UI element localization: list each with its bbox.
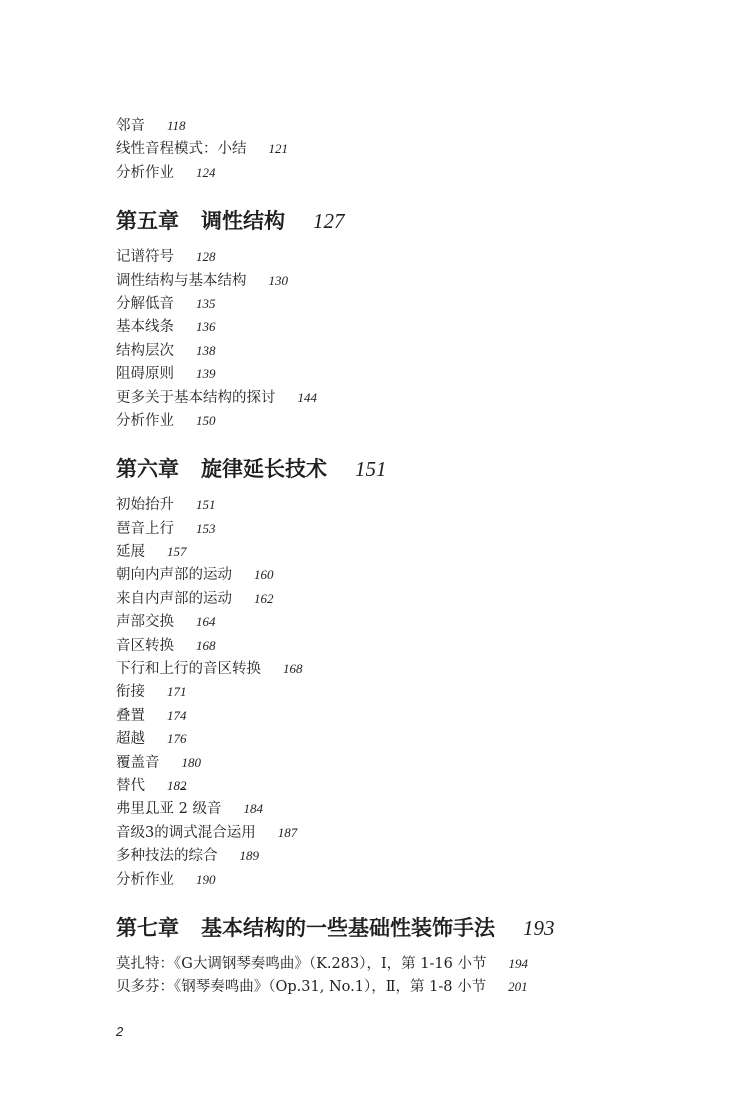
entry-title: 音区转换 (116, 637, 174, 654)
entry-title: 声部交换 (116, 614, 174, 631)
toc-entry (116, 137, 716, 160)
toc-entry (116, 339, 716, 362)
toc-entry (116, 774, 716, 797)
entry-page: 189 (239, 848, 259, 864)
entry-page: 180 (181, 754, 201, 770)
toc-entry (116, 269, 716, 292)
entry-title-prefix: 弗里几亚 (116, 801, 179, 818)
toc-entry (116, 680, 716, 703)
entry-title: 衔接 (116, 684, 145, 701)
toc-entry (116, 517, 716, 540)
scale-degree: ^ 3 (145, 822, 154, 845)
entry-title: 阻碍原则 (116, 366, 174, 383)
entry-page: 151 (196, 497, 216, 513)
entry-title: 基本线条 (116, 319, 174, 336)
toc-entry (116, 386, 716, 409)
entry-page: 168 (283, 661, 303, 677)
entry-page: 138 (196, 342, 216, 358)
entry-title-prefix: 音级 (116, 824, 145, 841)
entry-page: 135 (196, 295, 216, 311)
entry-page: 168 (196, 637, 216, 653)
chapter-heading (116, 911, 716, 945)
entry-page: 130 (268, 272, 288, 288)
entry-title: 覆盖音 (116, 754, 160, 771)
toc-entry (116, 540, 716, 563)
entry-title: 分析作业 (116, 871, 174, 888)
toc-entry (116, 727, 716, 750)
entry-page: 201 (508, 979, 528, 995)
table-of-contents (116, 112, 716, 999)
entry-title: 更多关于基本结构的探讨 (116, 389, 276, 406)
entry-title: 叠置 (116, 707, 145, 724)
toc-entry (116, 952, 716, 975)
entry-title: 调性结构与基本结构 (116, 272, 247, 289)
entry-title: 下行和上行的音区转换 (116, 661, 261, 678)
entry-page: 164 (196, 614, 216, 630)
entry-title: 初始抬升 (116, 497, 174, 514)
chapter-page: 193 (523, 915, 555, 940)
entry-page: 128 (196, 249, 216, 265)
toc-entry (116, 868, 716, 891)
entry-page: 121 (268, 141, 288, 157)
toc-entry (116, 493, 716, 516)
entry-page: 187 (277, 824, 298, 840)
chapter-page: 151 (355, 457, 387, 482)
entry-page: 150 (196, 412, 216, 428)
toc-entry (116, 114, 716, 137)
toc-entry (116, 634, 716, 657)
entry-page: 124 (196, 164, 216, 180)
entry-title: 琶音上行 (116, 520, 174, 537)
entry-title: 贝多芬：《钢琴奏鸣曲》（Op.31, No.1），Ⅱ，第 1-8 小节 (116, 979, 487, 996)
toc-entry (116, 844, 716, 867)
toc-entry (116, 161, 716, 184)
toc-entry (116, 657, 716, 680)
toc-entry (116, 821, 716, 844)
entry-page: 162 (254, 590, 274, 606)
entry-page: 176 (167, 731, 187, 747)
entry-page: 118 (167, 118, 186, 133)
entry-title: 替代 (116, 777, 145, 794)
entry-title: 来自内声部的运动 (116, 590, 232, 607)
entry-title: 记谱符号 (116, 249, 174, 266)
entry-title-suffix: 的调式混合运用 (154, 824, 256, 841)
chapter-number: 第七章 (116, 914, 179, 940)
entry-title: 邻音 (116, 118, 145, 134)
entry-page: 139 (196, 366, 216, 382)
entry-title: 莫扎特：《G大调钢琴奏鸣曲》（K.283），Ⅰ，第 1-16 小节 (116, 955, 487, 972)
entry-page: 190 (196, 871, 216, 887)
chapter-title: 基本结构的一些基础性装饰手法 (201, 914, 495, 940)
entry-title: 线性音程模式：小结 (116, 141, 247, 158)
entry-page: 194 (508, 955, 528, 971)
entry-title: 延展 (116, 544, 145, 561)
entry-page: 153 (196, 520, 216, 536)
entry-title: 分析作业 (116, 412, 174, 429)
entry-title: 分析作业 (116, 164, 174, 181)
entry-title-suffix: 级音 (187, 801, 222, 818)
entry-page: 144 (297, 389, 317, 405)
toc-entry (116, 362, 716, 385)
scale-degree: ^ 2 (179, 798, 188, 821)
toc-entry (116, 610, 716, 633)
entry-page: 174 (167, 707, 187, 723)
chapter-number: 第六章 (116, 456, 179, 482)
entry-title: 结构层次 (116, 342, 174, 359)
chapter-heading (116, 452, 716, 486)
entry-page: 171 (167, 684, 187, 700)
entry-page: 184 (243, 801, 263, 817)
entry-page: 160 (254, 567, 274, 583)
entry-title: 分解低音 (116, 295, 174, 312)
entry-title: 多种技法的综合 (116, 848, 218, 865)
entry-title: 超越 (116, 731, 145, 748)
page-number: 2 (116, 1024, 124, 1039)
toc-entry (116, 587, 716, 610)
chapter-page: 127 (313, 209, 345, 234)
toc-entry (116, 975, 716, 998)
toc-entry (116, 315, 716, 338)
chapter-number: 第五章 (116, 208, 179, 234)
toc-entry (116, 751, 716, 774)
toc-entry (116, 409, 716, 432)
toc-entry (116, 797, 716, 820)
toc-entry (116, 292, 716, 315)
chapter-title: 调性结构 (201, 208, 285, 234)
toc-entry (116, 245, 716, 268)
chapter-title: 旋律延长技术 (201, 456, 327, 482)
entry-page: 136 (196, 319, 216, 335)
chapter-heading (116, 204, 716, 238)
toc-entry (116, 563, 716, 586)
entry-page: 182 (167, 777, 187, 793)
entry-title: 朝向内声部的运动 (116, 567, 232, 584)
entry-page: 157 (167, 544, 187, 560)
toc-entry (116, 704, 716, 727)
